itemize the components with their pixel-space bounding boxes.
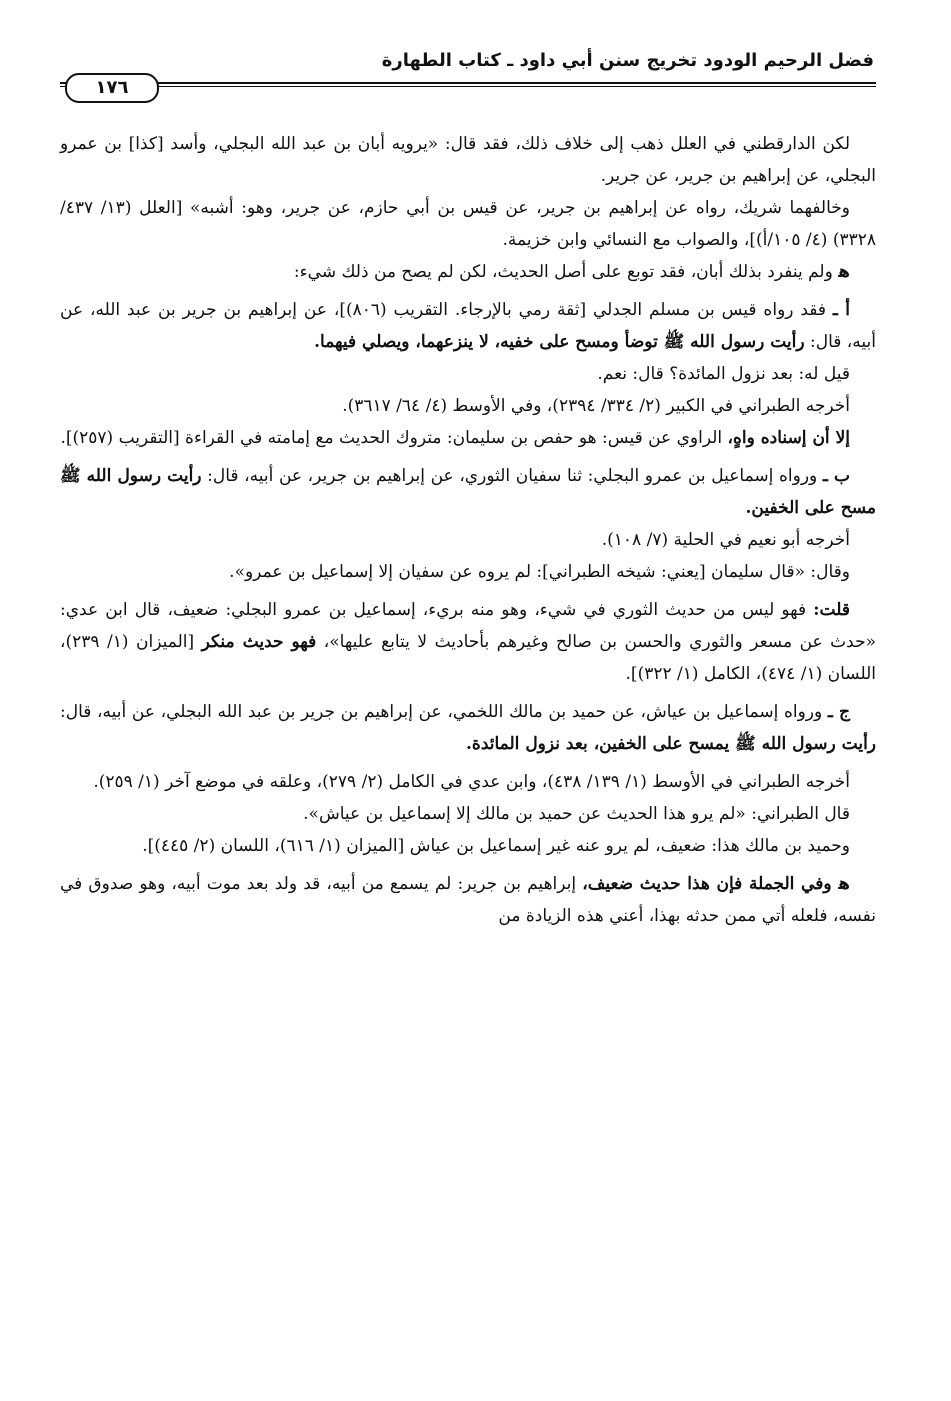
paragraph-text: أخرجه أبو نعيم في الحلية (٧/ ١٠٨). bbox=[601, 530, 850, 550]
bullet-icon: ﻫ bbox=[838, 874, 851, 894]
paragraph bbox=[60, 460, 876, 524]
paragraph bbox=[60, 294, 876, 358]
paragraph-text: وخالفهما شريك، رواه عن إبراهيم بن جرير، عن قيس بن أبي حازم، عن جرير، وهو: أشبه» [العلل (١٣/ ٤٣٧/ ٣٣٢٨) (٤/ ١٠٥/أ)]، والصواب مع النسائي وابن خزيمة. bbox=[60, 198, 876, 250]
paragraph-text: ورواه إسماعيل بن عياش، عن حميد بن مالك اللخمي، عن إبراهيم بن جرير بن عبد الله البجلي، عن أبيه، قال: bbox=[60, 702, 828, 722]
paragraph bbox=[60, 390, 876, 422]
running-title: فضل الرحيم الودود تخريج سنن أبي داود ـ كتاب الطهارة bbox=[381, 50, 874, 71]
page bbox=[60, 40, 876, 1380]
paragraph-text: وقال: «قال سليمان [يعني: شيخه الطبراني]: لم يروه عن سفيان إلا إسماعيل بن عمرو». bbox=[229, 562, 850, 582]
paragraph bbox=[60, 256, 876, 288]
paragraph bbox=[60, 696, 876, 760]
page-number: ١٧٦ bbox=[65, 73, 159, 103]
paragraph bbox=[60, 422, 876, 454]
page-header bbox=[60, 40, 876, 100]
paragraph bbox=[60, 358, 876, 390]
paragraph bbox=[60, 868, 876, 932]
paragraph-text: ورواه إسماعيل بن عمرو البجلي: ثنا سفيان الثوري، عن إبراهيم بن جرير، عن أبيه، قال: bbox=[201, 466, 823, 486]
paragraph bbox=[60, 524, 876, 556]
bullet-icon: ﻫ bbox=[838, 262, 850, 282]
bold-text: فهو حديث منكر bbox=[201, 632, 317, 652]
paragraph bbox=[60, 192, 876, 256]
paragraph bbox=[60, 798, 876, 830]
hadith-text: رأيت رسول الله ﷺ يمسح على الخفين، بعد نزول المائدة. bbox=[466, 734, 876, 754]
page-number-area bbox=[60, 73, 876, 103]
paragraph-text: فهو ليس من حديث الثوري في شيء، وهو منه بريء، إسماعيل بن عمرو البجلي: ضعيف، قال ابن عدي: «حدث عن مسعر والثوري والحسن بن صالح وغيرهم بأحاديث لا يتابع عليها»، bbox=[60, 600, 876, 652]
hadith-text: رأيت رسول الله ﷺ توضأ ومسح على خفيه، لا ينزعهما، ويصلي فيهما. bbox=[314, 332, 805, 352]
paragraph bbox=[60, 128, 876, 192]
paragraph-text: لكن الدارقطني في العلل ذهب إلى خلاف ذلك، فقد قال: «يرويه أبان بن عبد الله البجلي، وأسد [كذا] بن عمرو البجلي، عن إبراهيم بن جرير، عن جرير. bbox=[60, 134, 876, 186]
paragraph-text: إبراهيم بن جرير: لم يسمع من أبيه، قد ولد بعد موت أبيه، وهو صدوق في نفسه، فلعله أتي ممن حدثه بهذا، أعني هذه الزيادة من bbox=[60, 874, 876, 926]
hadith-text: رأيت رسول الله ﷺ مسح على الخفين. bbox=[60, 466, 876, 518]
paragraph-text: قيل له: بعد نزول المائدة؟ قال: نعم. bbox=[597, 364, 850, 384]
bold-text: وفي الجملة فإن هذا حديث ضعيف، bbox=[582, 874, 839, 894]
item-label: ب ـ bbox=[822, 466, 851, 486]
page-body bbox=[60, 128, 876, 932]
paragraph-text: وحميد بن مالك هذا: ضعيف، لم يرو عنه غير إسماعيل بن عياش [الميزان (١/ ٦١٦)، اللسان (٢/ ٤٤٥)]. bbox=[142, 836, 850, 856]
item-label: ج ـ bbox=[827, 702, 850, 722]
paragraph-text: [الميزان (١/ ٢٣٩)، اللسان (١/ ٤٧٤)، الكامل (١/ ٣٢٢)]. bbox=[60, 632, 876, 684]
paragraph-text: قال الطبراني: «لم يرو هذا الحديث عن حميد بن مالك إلا إسماعيل بن عياش». bbox=[303, 804, 850, 824]
paragraph-text: أخرجه الطبراني في الأوسط (١/ ١٣٩/ ٤٣٨)، وابن عدي في الكامل (٢/ ٢٧٩)، وعلقه في موضع آخر (١/ ٢٥٩). bbox=[93, 772, 850, 792]
paragraph-text: الراوي عن قيس: هو حفص بن سليمان: متروك الحديث مع إمامته في القراءة [التقريب (٢٥٧)]. bbox=[60, 428, 728, 448]
bold-text: قلت: bbox=[813, 600, 850, 620]
paragraph bbox=[60, 830, 876, 862]
paragraph bbox=[60, 556, 876, 588]
paragraph-text: أخرجه الطبراني في الكبير (٢/ ٣٣٤/ ٢٣٩٤)، وفي الأوسط (٤/ ٦٤/ ٣٦١٧). bbox=[342, 396, 850, 416]
paragraph bbox=[60, 594, 876, 690]
paragraph bbox=[60, 766, 876, 798]
paragraph-text: فقد رواه قيس بن مسلم الجدلي [ثقة رمي بالإرجاء. التقريب (٨٠٦)]، عن إبراهيم بن جرير بن عبد الله، عن أبيه، قال: bbox=[60, 300, 876, 352]
bold-text: إلا أن إسناده واهٍ، bbox=[727, 428, 850, 448]
item-label: أ ـ bbox=[832, 300, 851, 320]
paragraph-text: ولم ينفرد بذلك أبان، فقد توبع على أصل الحديث، لكن لم يصح من ذلك شيء: bbox=[293, 262, 839, 282]
